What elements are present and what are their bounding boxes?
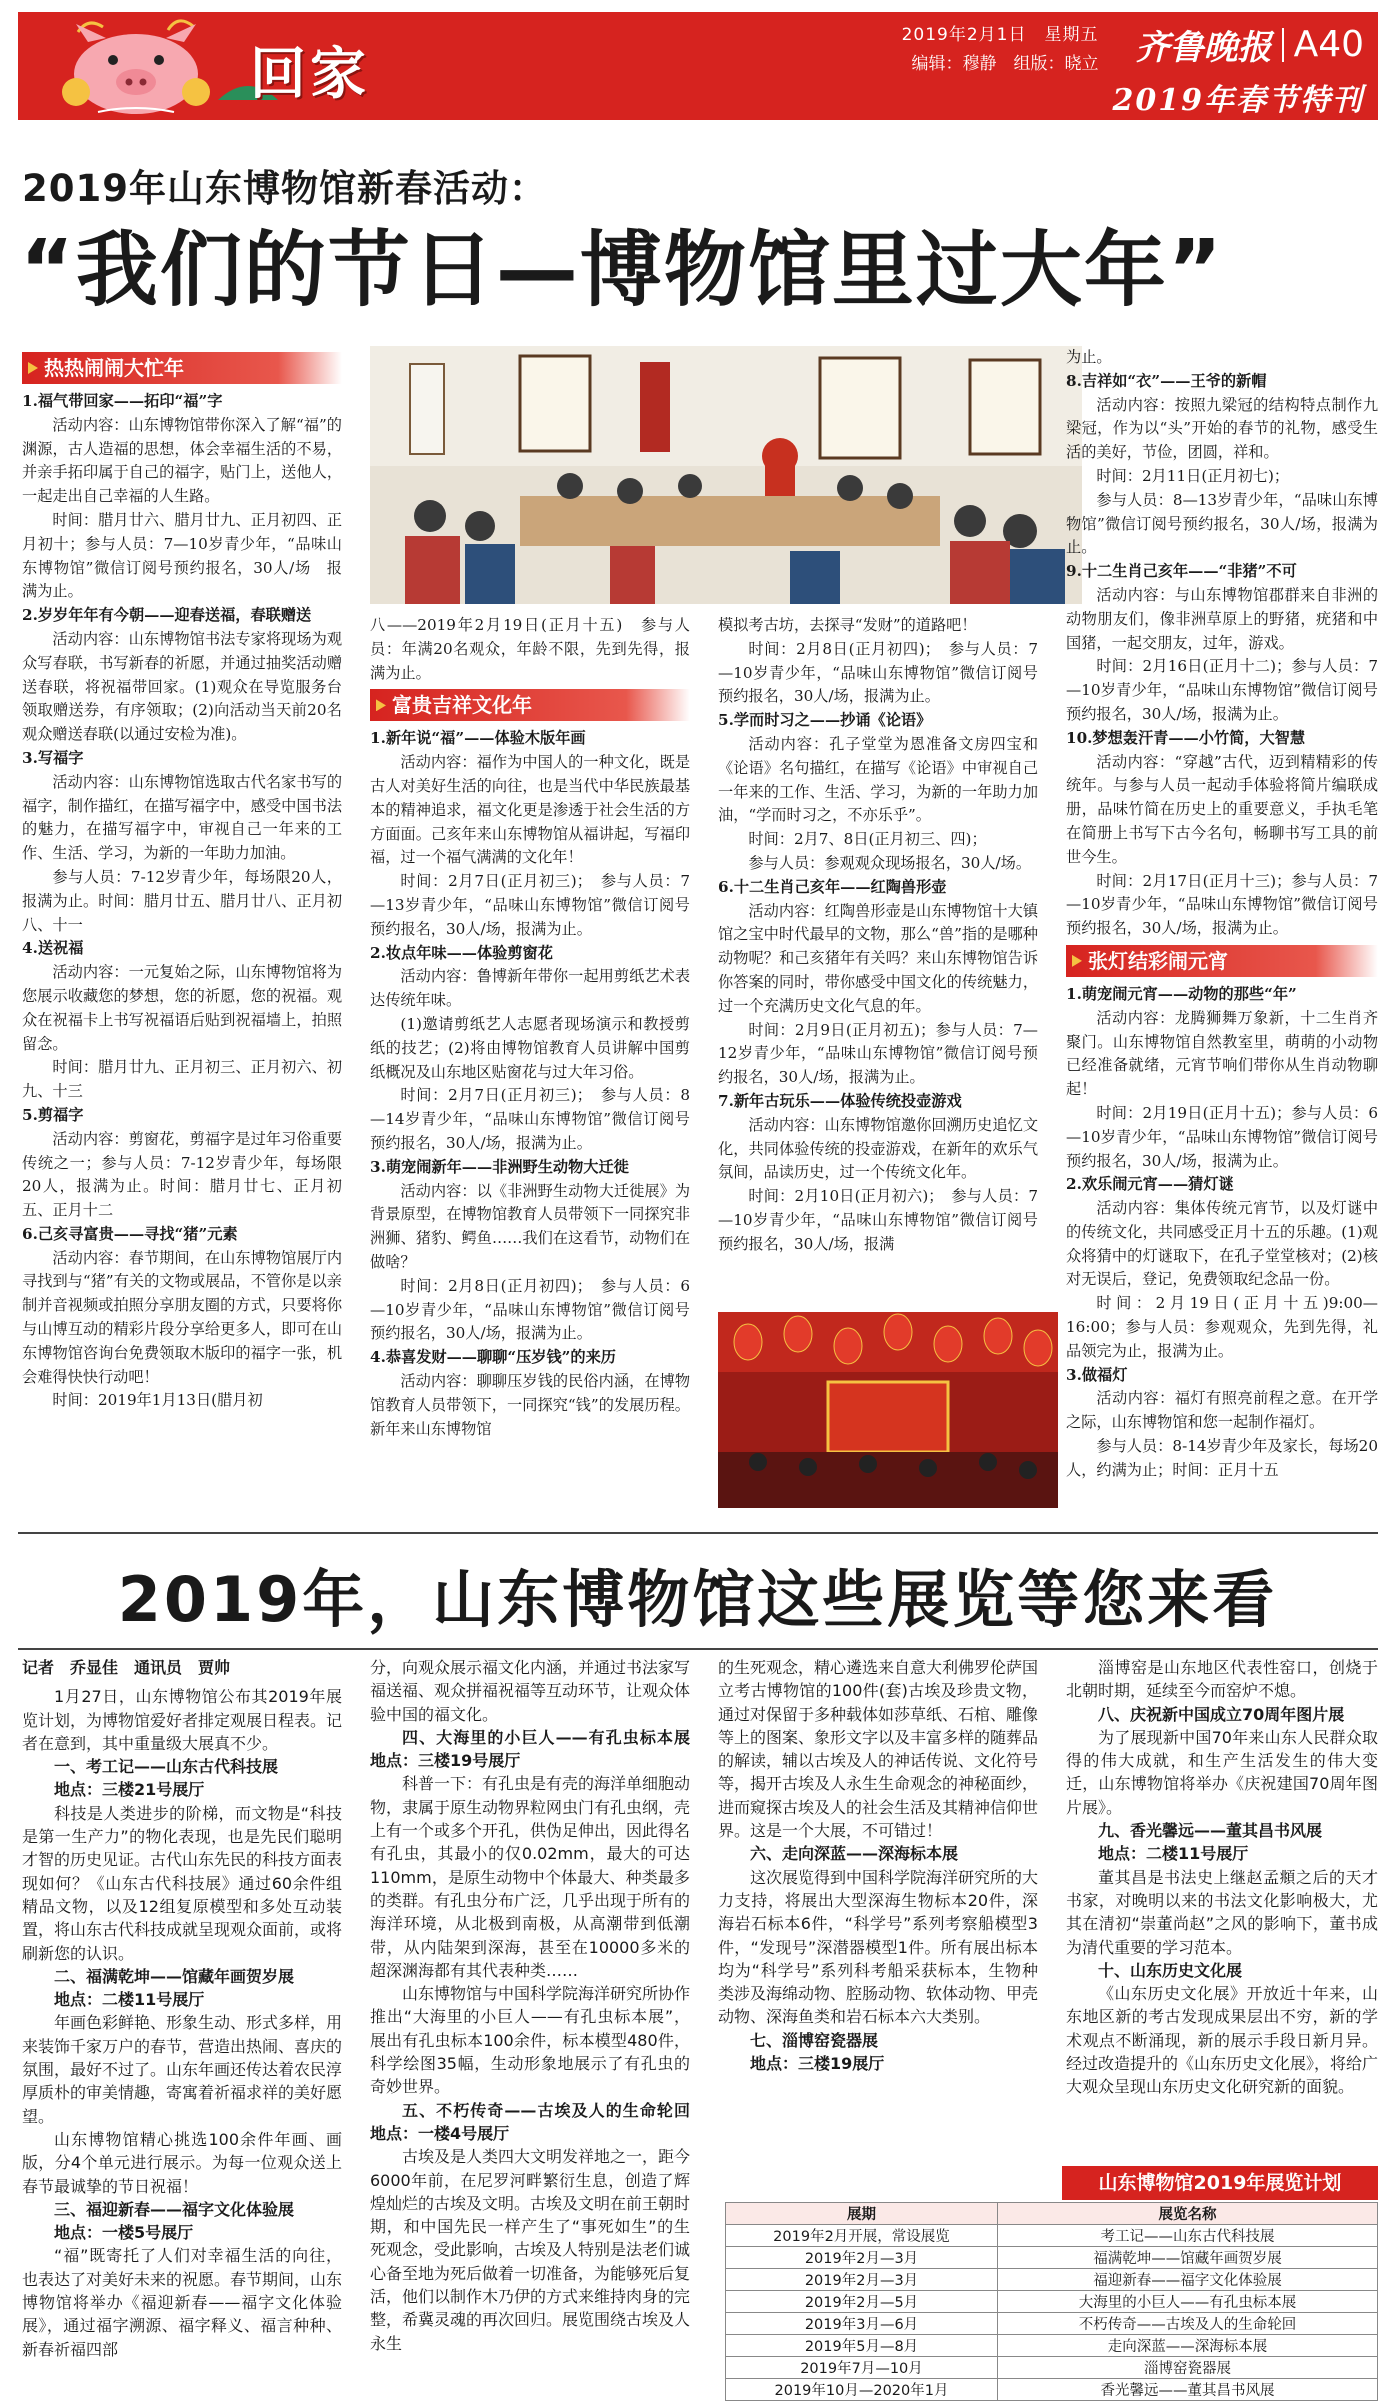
table-cell: 2019年5月—8月 [726,2335,998,2357]
paragraph: 活动内容：春节期间，在山东博物馆展厅内寻找到与“猪”有关的文物或展品，不管你是以亲制并音视频或拍照分享朋友圈的方式，只要将你与山博互动的精彩片段分享给更多人，即可在山东博物馆咨询台免费领取木版印的福字一张，机会难得快快行动吧！ [22,1248,342,1386]
paragraph: 活动内容：按照九梁冠的结构特点制作九梁冠，作为以“头”开始的春节的礼物，感受生活的美好，节俭，团圆，祥和。 [1066,395,1378,462]
table-row [726,2247,1378,2269]
paragraph: 参与人员：8—13岁青少年，“品味山东博物馆”微信订阅号预约报名，30人/场，报满为止。 [1066,490,1378,557]
exhibit-heading: 七、淄博窑瓷器展 [750,2030,879,2050]
paragraph: 活动内容：聊聊压岁钱的民俗内涵，在博物馆教育人员带领下，一同探究“钱”的发展历程。新年来山东博物馆 [370,1371,690,1438]
paragraph: 模拟考古坊，去探寻“发财”的道路吧！ [718,616,977,634]
table-header-row [726,2203,1378,2225]
paragraph: 山东博物馆与中国科学院海洋研究所协作推出“大海里的小巨人——有孔虫标本展”，展出有孔虫标本100余件，标本模型480件，科学绘图35幅，生动形象地展示了有孔虫的奇妙世界。 [370,1984,691,2097]
paragraph: 活动内容：以《非洲野生动物大迁徙展》为背景原型，在博物馆教育人员带领下一同探究非洲狮、猪豹、鳄鱼……我们在这看节，动物们在做啥？ [370,1181,690,1271]
section-banner-fortune-culture-year: 富贵吉祥文化年 [370,689,690,721]
activity-title: 8.吉祥如“衣”——王爷的新帽 [1066,371,1267,390]
paragraph: 活动内容：龙腾狮舞万象新，十二生肖齐聚门。山东博物馆自然教室里，萌萌的小动物已经准备就绪，元宵节响们带你从生肖动物聊起！ [1066,1008,1378,1099]
activity-title: 3.做福灯 [1066,1365,1128,1384]
section-divider [18,1532,1378,1534]
activity-title: 5.剪福字 [22,1105,84,1124]
table-row [726,2357,1378,2379]
article-column-2 [370,614,690,1510]
paragraph: 活动内容：山东博物馆选取古代名家书写的福字，制作描红，在描写福字中，感受中国书法的魅力，在描写福字中，审视自己一年来的工作、生活、学习，为新的一年助力加油。 [22,772,342,863]
headline-main: “我们的节日—博物馆里过大年” [20,223,1224,318]
paragraph: 的生死观念，精心遴选来自意大利佛罗伦萨国立考古博物馆的100件(套)古埃及珍贵文物，通过对保留于多种载体如莎草纸、石棺、雕像等上的图案、象形文字以及丰富多样的随葬品的解读，辅以古埃及人的神话传说、文化符号等，揭开古埃及人永生生命观念的神秘面纱，进而窥探古埃及人的社会生活及其精神信仰世界。这是一个大展，不可错过！ [718,1658,1039,1841]
paragraph: 时间：2月11日(正月初七)； [1096,466,1290,485]
article-column-4 [1066,346,1378,1510]
paragraph: 参与人员：7-12岁青少年，每场限20人，报满为止。时间：腊月廿五、腊月廿八、正月初八、十一 [22,867,342,934]
activity-title: 6.十二生肖己亥年——红陶兽形壶 [718,877,947,896]
paragraph: 时间：2月9日(正月初五)；参与人员：7—12岁青少年，“品味山东博物馆”微信订阅号预约报名，30人/场，报满为止。 [718,1020,1038,1087]
paragraph: 活动内容：剪窗花，剪福字是过年习俗重要传统之一；参与人员：7-12岁青少年，每场限20人，报满为止。时间：腊月廿七、正月初五、正月十二 [22,1129,342,1220]
table-row [726,2335,1378,2357]
activity-title: 1.福气带回家——拓印“福”字 [22,392,223,410]
paragraph: 1月27日，山东博物馆公布其2019年展览计划，为博物馆爱好者排定观展日程表。记者在意到，其中重量级大展真不少。 [22,1687,343,1753]
staff-credits: 编辑：穆静 组版：晓立 [911,54,1099,74]
paragraph: 时间：2月19日(正月十五)；参与人员：6—10岁青少年，“品味山东博物馆”微信订阅号预约报名，30人/场，报满为止。 [1066,1103,1378,1170]
paragraph: 活动内容：山东博物馆带你深入了解“福”的渊源，古人造福的思想，体会幸福生活的不易，并亲手拓印属于自己的福字，贴门上，送他人，一起走出自己幸福的人生路。 [22,415,342,506]
page-number: A40 [1293,24,1364,65]
byline: 记者 乔显佳 通讯员 贾帅 [22,1658,231,1677]
table-cell: 走向深蓝——深海标本展 [998,2335,1378,2357]
exhibit-location: 地点：二楼11号展厅 [54,1990,205,2010]
article-column-3 [718,614,1038,1306]
classroom-photo-icon [370,346,1082,604]
headline-kicker: 2019年山东博物馆新春活动： [22,167,547,210]
table-cell: 2019年2月—3月 [726,2269,998,2291]
logo-text: 回家 [250,41,370,107]
paragraph: 时间：腊月廿六、腊月廿九、正月初四、正月初十；参与人员：7—10岁青少年，“品味山东博物馆”微信订阅号预约报名，30人/场 报满为止。 [22,510,342,601]
paragraph: 参与人员：8-14岁青少年及家长，每场20人，约满为止；时间：正月十五 [1066,1437,1378,1479]
table-cell: 2019年10月—2020年1月 [726,2379,998,2401]
paragraph: 活动内容：孔子堂堂为恩准备文房四宝和《论语》名句描红，在描写《论语》中审视自己一年来的工作、生活、学习，为新的一年助力加油，“学而时习之，不亦乐乎”。 [718,734,1038,825]
article-column-1 [22,348,342,1510]
activity-title: 6.己亥寻富贵——寻找“猪”元素 [22,1224,238,1243]
activity-title: 1.新年说“福”——体验木版年画 [370,729,586,748]
table-cell: 2019年2月—5月 [726,2291,998,2313]
exhibit-heading: 四、大海里的小巨人——有孔虫标本展 地点：三楼19号展厅 [370,1727,707,1771]
table-cell: 2019年2月—3月 [726,2247,998,2269]
paragraph: 年画色彩鲜艳、形象生动、形式多样，用来装饰千家万户的春节，营造出热闹、喜庆的氛围，最好不过了。山东年画还传达着农民淳厚质朴的审美情趣，寄寓着祈福求祥的美好愿望。 [22,2013,343,2126]
issue-date: 2019年2月1日 星期五 [901,25,1099,45]
activity-title: 9.十二生肖己亥年——“非猪”不可 [1066,562,1297,581]
exhibit-location: 地点：一楼5号展厅 [54,2223,194,2243]
paragraph: 时间：2月8日(正月初四)； 参与人员：7—10岁青少年，“品味山东博物馆”微信订阅号预约报名，30人/场，报满为止。 [718,639,1038,706]
exhibit-heading: 十、山东历史文化展 [1098,1960,1243,1980]
table-row [726,2313,1378,2335]
activity-title: 2.欢乐闹元宵——猜灯谜 [1066,1175,1234,1194]
exhibit-column-4 [1066,1656,1378,2156]
paragraph: 为止。 [1066,348,1112,366]
table-cell: 福迎新春——福字文化体验展 [998,2269,1378,2291]
exhibition-headline: 2019年，山东博物馆这些展览等您来看 [117,1563,1278,1636]
table-cell: 大海里的小巨人——有孔虫标本展 [998,2291,1378,2313]
paragraph: 古埃及是人类四大文明发祥地之一，距今6000年前，在尼罗河畔繁衍生息，创造了辉煌灿烂的古埃及文明。古埃及文明在前王朝时期，和中国先民一样产生了“事死如生”的生死观念，受此影响，古埃及人特别是法老们诚心备至地为死后做着一切准备，为能够死后复活，他们以制作木乃伊的方式来维持肉身的完整，希冀灵魂的再次回归。展览围绕古埃及人永生 [370,2147,691,2353]
plan-table-title: 山东博物馆2019年展览计划 [1062,2166,1378,2200]
exhibit-heading: 三、福迎新春——福字文化体验展 [54,2199,295,2219]
paragraph: 时间：2月10日(正月初六)； 参与人员：7—10岁青少年，“品味山东博物馆”微信订阅号预约报名，30人/场，报满 [718,1187,1038,1253]
table-cell: 香光馨远——董其昌书风展 [998,2379,1378,2401]
paragraph: 参与人员：参观观众现场报名，30人/场。 [748,853,1032,872]
exhibit-heading: 五、不朽传奇——古埃及人的生命轮回 地点：一楼4号展厅 [370,2100,707,2143]
paragraph: (1)邀请剪纸艺人志愿者现场演示和教授剪纸的技艺；(2)将由博物馆教育人员讲解中国剪纸概况及山东地区贴窗花与过大年习俗。 [370,1014,690,1081]
special-edition-label: 2019年春节特刊 [1112,83,1364,118]
exhibit-location: 地点：三楼21号展厅 [54,1780,205,1800]
activity-title: 7.新年古玩乐——体验传统投壶游戏 [718,1091,962,1110]
paragraph: 董其昌是书法史上继赵孟頫之后的天才书家，对晚明以来的书法文化影响极大，尤其在清初“崇董尚赵”之风的影响下，董书成为清代重要的学习范本。 [1066,1867,1378,1957]
paragraph: 时间：2月7日(正月初三)； 参与人员：7—13岁青少年，“品味山东博物馆”微信订阅号预约报名，30人/场，报满为止。 [370,872,690,938]
exhibit-heading: 六、走向深蓝——深海标本展 [750,1844,959,1864]
table-row [726,2291,1378,2313]
activity-title: 10.梦想轰汗青——小竹简，大智慧 [1066,728,1306,747]
paragraph: 活动内容：红陶兽形壶是山东博物馆十大镇馆之宝中时代最早的文物，那么“兽”指的是哪种动物呢？和己亥猪年有关吗？来山东博物馆告诉你答案的同时，带你感受中国文化的传统魅力，过一个充满历史文化气息的年。 [718,901,1038,1015]
exhibit-heading: 八、庆祝新中国成立70周年图片展 [1098,1704,1345,1724]
paragraph: 时间：2019年1月13日(腊月初 [52,1391,263,1410]
paragraph: 活动内容：鲁博新年带你一起用剪纸艺术表达传统年味。 [370,967,690,1010]
paragraph: 淄博窑是山东地区代表性窑口，创烧于北朝时期，延续至今而窑炉不熄。 [1066,1658,1378,1701]
paragraph: 活动内容：山东博物馆书法专家将现场为观众写春联，书写新春的祈愿，并通过抽奖活动赠送春联，将祝福带回家。(1)观众在导览服务台领取赠送券，有序领取；(2)向活动当天前20名观众赠送春联(以通过安检为准)。 [22,629,342,744]
paragraph: 活动内容：与山东博物馆郡群来自非洲的动物朋友们，像非洲草原上的野猪，疣猪和中国猪，一起交朋友，过年，游戏。 [1066,585,1378,652]
table-row [726,2379,1378,2401]
paragraph: 活动内容：一元复始之际，山东博物馆将为您展示收藏您的梦想，您的祈愿，您的祝福。观众在祝福卡上书写祝福语后贴到祝福墙上，拍照留念。 [22,963,342,1053]
exhibit-heading: 九、香光馨远——董其昌书风展 [1098,1821,1323,1841]
exhibition-plan-table [725,2202,1378,2401]
paragraph: 活动内容：山东博物馆邀你回溯历史追忆文化，共同体验传统的投壶游戏，在新年的欢乐气氛间，品读历史，过一个传统文化年。 [718,1115,1038,1182]
paragraph: “福”既寄托了人们对幸福生活的向往，也表达了对美好未来的祝愿。春节期间，山东博物馆将举办《福迎新春——福字文化体验展》，通过福字溯源、福字释义、福言种种、新春祈福四部 [22,2246,343,2359]
table-row [726,2269,1378,2291]
activity-title: 5.学而时习之——抄诵《论语》 [718,711,932,730]
paragraph: 活动内容：集体传统元宵节，以及灯谜中的传统文化，共同感受正月十五的乐趣。(1)观众将猜中的灯谜取下，在孔子堂堂核对；(2)核对无误后，登记，免费领取纪念品一份。 [1066,1199,1378,1289]
exhibit-column-3 [718,1656,1038,2156]
photo-red-lantern-hall [718,1312,1058,1508]
paper-name: 齐鲁晚报 [1135,28,1272,68]
section-divider [18,1648,1378,1650]
activity-title: 2.岁岁年年有今朝——迎春送福，春联赠送 [22,606,312,625]
paragraph: 《山东历史文化展》开放近十年来，山东地区新的考古发现成果层出不穷，新的学术观点不断涌现，新的展示手段日新月异。经过改造提升的《山东历史文化展》，将给广大观众呈现山东历史文化研究新的面貌。 [1066,1984,1379,2097]
paragraph: 活动内容：福作为中国人的一种文化，既是古人对美好生活的向往，也是当代中华民族最基本的精神追求，福文化更是渗透于社会生活的方方面面。己亥年来山东博物馆从福讲起，写福印福，过一个福气满满的文化年！ [370,753,690,867]
paragraph: 时间：2月16日(正月十二)；参与人员：7—10岁青少年，“品味山东博物馆”微信订阅号预约报名，30人/场，报满为止。 [1066,657,1378,723]
table-row [726,2225,1378,2247]
paragraph: 活动内容：“穿越”古代，迈到精精彩的传统年。与参与人员一起动手体验将简片编联成册，品味竹简在历史上的重要意义，手执毛笔在简册上书写下古今名句，畅聊书写工具的前世今生。 [1066,752,1378,866]
exhibit-heading: 一、考工记——山东古代科技展 [54,1757,279,1777]
exhibit-column-1 [22,1656,342,2386]
section-banner-busy-new-year: 热热闹闹大忙年 [22,352,342,384]
paragraph: 山东博物馆精心挑选100余件年画、画版，分4个单元进行展示。为每一位观众送上春节最诚挚的节日祝福！ [22,2129,342,2196]
masthead-info [902,20,1364,119]
activity-title: 2.妆点年味——体验剪窗花 [370,943,553,962]
paragraph: 科技是人类进步的阶梯，而文物是“科技是第一生产力”的物化表现，也是先民们聪明才智的历史见证。古代山东先民的科技方面表现如何？《山东古代科技展》通过60余件组精品文物，以及12组复原模型和多处互动装置，将山东古代科技成就呈现观众面前，或将刷新您的认识。 [22,1803,343,1963]
paragraph: 时间：2月8日(正月初四)； 参与人员：6—10岁青少年，“品味山东博物馆”微信订阅号预约报名，30人/场，报满为止。 [370,1276,690,1343]
paragraph: 科普一下：有孔虫是有壳的海洋单细胞动物，隶属于原生动物界粒网虫门有孔虫纲，壳上有一个或多个开孔，供伪足伸出，因此得名有孔虫，其最小的仅0.02mm，最大的可达110mm，是原生动物中个体最大、种类最多的类群。有孔虫分布广泛，几乎出现于所有的海洋环境，从北极到南极，从高潮带到低潮带，从内陆架到深海，甚至在10000多米的超深渊海都有其代表种类…… [370,1774,691,1980]
table-cell: 2019年3月—6月 [726,2313,998,2335]
lantern-hall-photo-icon [718,1312,1058,1508]
column-header-exhibition: 展览名称 [998,2203,1378,2225]
paragraph: 时间：2月17日(正月十三)；参与人员：7—10岁青少年，“品味山东博物馆”微信订阅号预约报名，30人/场，报满为止。 [1066,871,1378,938]
table-cell: 考工记——山东古代科技展 [998,2225,1378,2247]
paragraph: 为了展现新中国70年来山东人民群众取得的伟大成就，和生产生活发生的伟大变迁，山东博物馆将举办《庆祝建国70周年图片展》。 [1066,1727,1378,1817]
paragraph: 时间：2月7日(正月初三)； 参与人员：8—14岁青少年，“品味山东博物馆”微信订阅号预约报名，30人/场，报满为止。 [370,1086,690,1152]
exhibit-location: 地点：二楼11号展厅 [1098,1844,1249,1864]
exhibit-location: 地点：三楼19展厅 [750,2054,885,2074]
activity-title: 4.恭喜发财——聊聊“压岁钱”的来历 [370,1348,616,1367]
paragraph: 分，向观众展示福文化内涵，并通过书法家写福送福、观众拼福祝福等互动环节，让观众体验中国的福文化。 [370,1658,691,1724]
table-cell: 不朽传奇——古埃及人的生命轮回 [998,2313,1378,2335]
paragraph: 活动内容：福灯有照亮前程之意。在开学之际，山东博物馆和您一起制作福灯。 [1066,1389,1378,1432]
exhibit-heading: 二、福满乾坤——馆藏年画贺岁展 [54,1966,295,1986]
exhibit-column-2 [370,1656,707,2386]
paragraph: 时间：腊月廿九、正月初三、正月初六、初九、十三 [22,1058,342,1101]
activity-title: 1.萌宠闹元宵——动物的那些“年” [1066,984,1297,1003]
activity-title: 3.写福字 [22,748,84,767]
column-header-period: 展期 [726,2203,998,2225]
table-cell: 2019年2月开展，常设展览 [726,2225,998,2247]
masthead-banner [18,12,1378,120]
activity-title: 4.送祝福 [22,939,84,958]
table-cell: 福满乾坤——馆藏年画贺岁展 [998,2247,1378,2269]
paragraph: 时间：2月7、8日(正月初三、四)； [748,830,987,849]
paragraph: 这次展览得到中国科学院海洋研究所的大力支持，将展出大型深海生物标本20件，深海岩石标本6件，“科学号”系列考察船模型3件，“发现号”深潜器模型1件。所有展出标本均为“科学号”系列科考船采获标本，生物种类涉及海绵动物、腔肠动物、软体动物、甲壳动物、深海鱼类和岩石标本六大类别。 [718,1867,1039,2027]
section-banner-lantern-festival: 张灯结彩闹元宵 [1066,945,1378,977]
table-cell: 2019年7月—10月 [726,2357,998,2379]
activity-title: 3.萌宠闹新年——非洲野生动物大迁徙 [370,1157,629,1176]
paragraph: 八——2019年2月19日(正月十五) 参与人员：年满20名观众，年龄不限，先到先得，报满为止。 [370,616,690,682]
paragraph: 时间：2月19日(正月十五)9:00—16:00；参与人员：参观观众，先到先得，礼品领完为止，报满为止。 [1066,1294,1378,1360]
table-cell: 淄博窑瓷器展 [998,2357,1378,2379]
photo-children-writing-fu-characters [370,346,1082,604]
